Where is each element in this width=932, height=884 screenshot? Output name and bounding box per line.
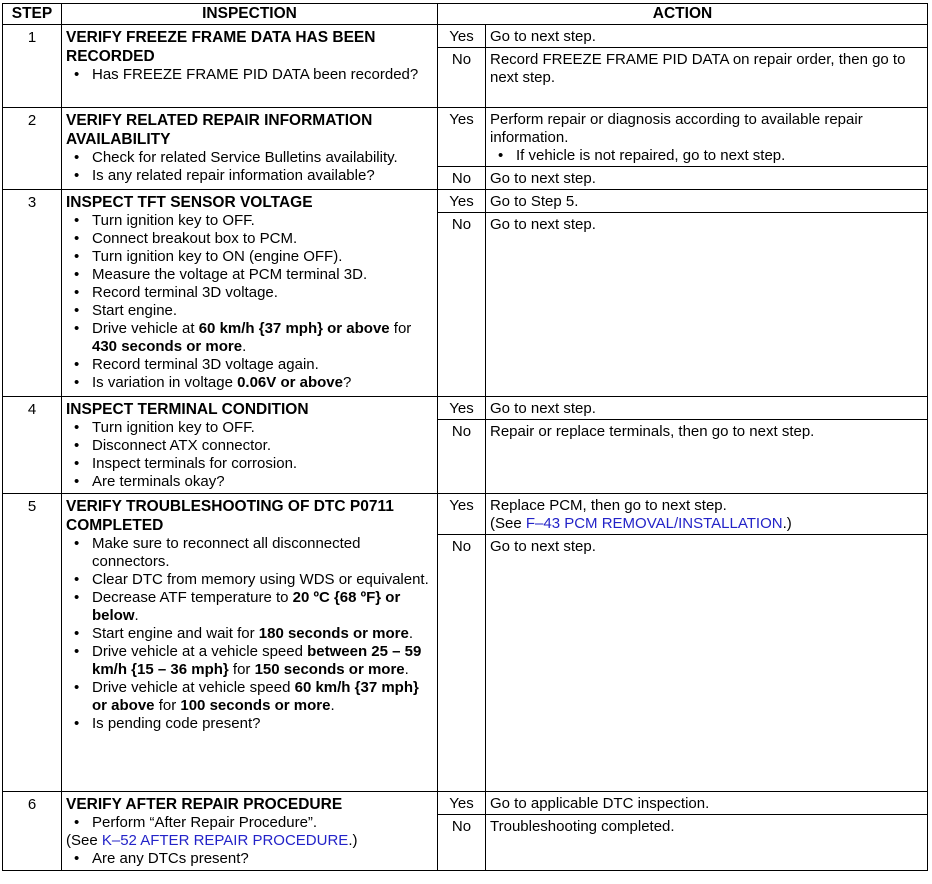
no-label: No	[438, 167, 486, 190]
step-title: VERIFY FREEZE FRAME DATA HAS BEEN RECORDED	[66, 29, 376, 65]
text-part: Drive vehicle at vehicle speed	[92, 679, 295, 696]
header-action: ACTION	[438, 4, 928, 25]
yes-label: Yes	[438, 190, 486, 213]
inspection-item: • Clear DTC from memory using WDS or equivalent.	[92, 571, 433, 589]
yes-label: Yes	[438, 494, 486, 535]
diagnostic-procedure-table	[2, 3, 928, 871]
yes-action: Go to next step.	[486, 397, 928, 420]
text-part: .	[242, 338, 247, 355]
table-header-row	[3, 4, 928, 25]
inspection-item: • Inspect terminals for corrosion.	[92, 455, 433, 473]
header-step: STEP	[3, 4, 62, 25]
no-action: Go to next step.	[486, 535, 928, 792]
see-reference	[490, 515, 923, 533]
inspection-item-variation	[92, 374, 433, 392]
step-title: VERIFY RELATED REPAIR INFORMATION AVAILABILITY	[66, 112, 373, 148]
no-action: Go to next step.	[486, 213, 928, 397]
speed-condition: 60 km/h {37 mph} or above	[92, 679, 419, 714]
inspection-item-start-wait	[92, 625, 433, 643]
inspection-item: • Check for related Service Bulletins availability.	[92, 149, 433, 167]
no-action: Go to next step.	[486, 167, 928, 190]
step-6-yes-row	[3, 792, 928, 815]
yes-action-bullet: • If vehicle is not repaired, go to next step.	[516, 147, 923, 165]
step-5-yes-row	[3, 494, 928, 535]
inspection-item: • Are any DTCs present?	[92, 850, 433, 868]
inspection-item: • Are terminals okay?	[92, 473, 433, 491]
inspection-item: • Make sure to reconnect all disconnected connectors.	[92, 535, 433, 571]
text-part: Drive vehicle at a vehicle speed	[92, 643, 308, 660]
inspection-item-drive-speed	[92, 643, 433, 679]
no-label: No	[438, 213, 486, 397]
step-1-inspection	[62, 25, 438, 108]
voltage-condition: 0.06V or above	[237, 374, 343, 391]
text-part: (See	[66, 832, 102, 849]
inspection-item-drive-speed-2	[92, 679, 433, 715]
temperature-condition: 20 ºC {68 ºF} or below	[92, 589, 401, 624]
step-1-yes-row	[3, 25, 928, 48]
header-inspection: INSPECTION	[62, 4, 438, 25]
see-reference	[66, 832, 433, 850]
diagnostic-table-page	[2, 3, 927, 871]
inspection-item: • Is pending code present?	[92, 715, 433, 733]
text-part: Drive vehicle at	[92, 320, 199, 337]
no-label: No	[438, 48, 486, 108]
yes-action: Go to next step.	[486, 25, 928, 48]
step-number: 4	[3, 397, 62, 494]
inspection-item-decrease	[92, 589, 433, 625]
yes-label: Yes	[438, 792, 486, 815]
time-condition: 150 seconds or more	[254, 661, 405, 678]
text-part: (See	[490, 515, 526, 532]
text-part: .	[404, 661, 409, 678]
step-5-inspection	[62, 494, 438, 792]
inspection-item: • Connect breakout box to PCM.	[92, 230, 433, 248]
yes-action: Go to Step 5.	[486, 190, 928, 213]
step-number: 1	[3, 25, 62, 108]
step-2-inspection	[62, 108, 438, 190]
text-part: for	[154, 697, 181, 714]
inspection-item: • Record terminal 3D voltage again.	[92, 356, 433, 374]
inspection-item: • Disconnect ATX connector.	[92, 437, 433, 455]
step-title: VERIFY TROUBLESHOOTING OF DTC P0711 COMPLETED	[66, 498, 394, 534]
step-number: 6	[3, 792, 62, 871]
text-part: .	[134, 607, 139, 624]
step-number: 2	[3, 108, 62, 190]
time-condition: 430 seconds or more	[92, 338, 243, 355]
inspection-item: • Measure the voltage at PCM terminal 3D.	[92, 266, 433, 284]
inspection-item: • Record terminal 3D voltage.	[92, 284, 433, 302]
step-4-inspection	[62, 397, 438, 494]
yes-label: Yes	[438, 397, 486, 420]
step-6-inspection	[62, 792, 438, 871]
no-label: No	[438, 815, 486, 871]
yes-action: Replace PCM, then go to next step.	[490, 497, 727, 514]
inspection-item-drive	[92, 320, 433, 356]
text-part: .	[330, 697, 335, 714]
text-part: Decrease ATF temperature to	[92, 589, 293, 606]
inspection-item: • Perform “After Repair Procedure”.	[92, 814, 433, 832]
text-part: Start engine and wait for	[92, 625, 259, 642]
speed-condition: 60 km/h {37 mph} or above	[198, 320, 390, 337]
step-title: INSPECT TFT SENSOR VOLTAGE	[66, 194, 313, 211]
step-4-yes-row	[3, 397, 928, 420]
step-title: VERIFY AFTER REPAIR PROCEDURE	[66, 796, 343, 813]
text-part: .	[408, 625, 414, 642]
inspection-item: • Turn ignition key to ON (engine OFF).	[92, 248, 433, 266]
step-3-inspection	[62, 190, 438, 397]
inspection-item: • Is any related repair information available?	[92, 167, 433, 185]
step-3-yes-row	[3, 190, 928, 213]
inspection-item: • Has FREEZE FRAME PID DATA been recorded?	[92, 66, 433, 84]
step-number: 5	[3, 494, 62, 792]
time-condition: 100 seconds or more	[180, 697, 331, 714]
text-part: ?	[342, 374, 352, 391]
yes-label: Yes	[438, 25, 486, 48]
text-part: for	[228, 661, 255, 678]
yes-action-cell	[486, 108, 928, 167]
time-condition: 180 seconds or more	[258, 625, 409, 642]
inspection-item: • Turn ignition key to OFF.	[92, 212, 433, 230]
yes-label: Yes	[438, 108, 486, 167]
no-label: No	[438, 420, 486, 494]
inspection-item: • Start engine.	[92, 302, 433, 320]
no-action: Repair or replace terminals, then go to next step.	[486, 420, 928, 494]
no-action: Troubleshooting completed.	[486, 815, 928, 871]
yes-action: Go to applicable DTC inspection.	[486, 792, 928, 815]
text-part: .)	[348, 832, 358, 849]
pcm-removal-link[interactable]: F–43 PCM REMOVAL/INSTALLATION	[525, 515, 783, 532]
text-part: Is variation in voltage	[92, 374, 238, 391]
speed-condition: between 25 – 59 km/h {15 – 36 mph}	[92, 643, 422, 678]
text-part: for	[389, 320, 412, 337]
after-repair-link[interactable]: K–52 AFTER REPAIR PROCEDURE	[101, 832, 349, 849]
no-action: Record FREEZE FRAME PID DATA on repair order, then go to next step.	[486, 48, 928, 108]
yes-action: Perform repair or diagnosis according to available repair information.	[490, 111, 863, 146]
inspection-item: • Turn ignition key to OFF.	[92, 419, 433, 437]
step-number: 3	[3, 190, 62, 397]
yes-action-cell	[486, 494, 928, 535]
no-label: No	[438, 535, 486, 792]
text-part: .)	[782, 515, 792, 532]
step-2-yes-row	[3, 108, 928, 167]
step-title: INSPECT TERMINAL CONDITION	[66, 401, 309, 418]
